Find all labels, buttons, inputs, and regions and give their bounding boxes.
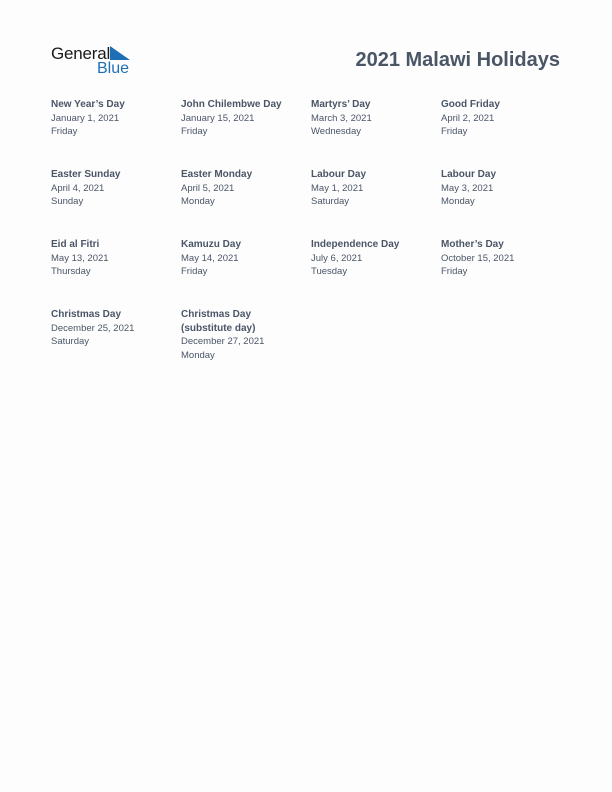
holiday-item bbox=[51, 168, 179, 209]
holiday-name: Easter Monday bbox=[181, 169, 253, 180]
holiday-name: Kamuzu Day bbox=[181, 239, 242, 250]
holiday-name: Martyrs’ Day bbox=[311, 99, 371, 110]
holiday-item bbox=[51, 238, 179, 279]
holiday-name: Christmas Day bbox=[51, 309, 122, 320]
holiday-weekday: Friday bbox=[181, 266, 208, 277]
holiday-name: Mother’s Day bbox=[441, 239, 504, 250]
holiday-item bbox=[181, 308, 281, 362]
holiday-date: December 27, 2021 bbox=[181, 336, 265, 347]
holiday-date: March 3, 2021 bbox=[311, 112, 372, 124]
page-title: 2021 Malawi Holidays bbox=[355, 49, 560, 71]
holiday-date: July 6, 2021 bbox=[311, 252, 363, 264]
holiday-date: December 25, 2021 bbox=[51, 322, 135, 334]
holiday-item bbox=[441, 238, 569, 279]
holiday-date: April 5, 2021 bbox=[181, 182, 235, 194]
holiday-item bbox=[441, 168, 569, 209]
holiday-name: Good Friday bbox=[441, 99, 500, 110]
holiday-weekday: Saturday bbox=[311, 196, 350, 207]
holiday-item bbox=[441, 98, 569, 139]
holiday-date: October 15, 2021 bbox=[441, 252, 515, 264]
holiday-item bbox=[311, 238, 439, 279]
holiday-item bbox=[51, 98, 179, 139]
holiday-date: May 14, 2021 bbox=[181, 252, 239, 264]
holiday-item bbox=[181, 98, 309, 139]
logo bbox=[51, 44, 141, 78]
holiday-name: Easter Sunday bbox=[51, 169, 121, 180]
holiday-date: May 13, 2021 bbox=[51, 252, 109, 264]
holiday-item bbox=[51, 308, 179, 349]
holiday-weekday: Friday bbox=[441, 126, 468, 137]
holiday-name: Independence Day bbox=[311, 239, 400, 250]
holiday-weekday: Monday bbox=[441, 196, 475, 207]
holiday-name: Labour Day bbox=[441, 169, 497, 180]
holiday-weekday: Friday bbox=[181, 126, 208, 137]
holiday-weekday: Wednesday bbox=[311, 126, 361, 137]
holiday-item bbox=[181, 168, 309, 209]
holiday-name: John Chilembwe Day bbox=[181, 99, 282, 110]
holiday-weekday: Tuesday bbox=[311, 266, 348, 277]
holiday-weekday: Sunday bbox=[51, 196, 84, 207]
holiday-item bbox=[311, 98, 439, 139]
holiday-weekday: Monday bbox=[181, 196, 215, 207]
holiday-weekday: Monday bbox=[181, 349, 215, 361]
holiday-name: Eid al Fitri bbox=[51, 239, 100, 250]
holiday-weekday: Saturday bbox=[51, 336, 90, 347]
holiday-date: January 1, 2021 bbox=[51, 112, 120, 124]
holiday-item bbox=[311, 168, 439, 209]
holiday-date: May 3, 2021 bbox=[441, 182, 494, 194]
holiday-name: Christmas Day (substitute day) bbox=[181, 309, 256, 334]
logo-triangle-icon bbox=[110, 46, 130, 60]
holiday-item bbox=[181, 238, 309, 279]
holiday-name: New Year’s Day bbox=[51, 99, 125, 110]
holiday-weekday: Friday bbox=[441, 266, 468, 277]
logo-general-text: General bbox=[51, 44, 111, 63]
logo-blue-text: Blue bbox=[97, 60, 130, 77]
holiday-weekday: Thursday bbox=[51, 266, 91, 277]
holiday-date: April 4, 2021 bbox=[51, 182, 105, 194]
holiday-date: May 1, 2021 bbox=[311, 182, 364, 194]
holiday-weekday: Friday bbox=[51, 126, 78, 137]
holiday-date: January 15, 2021 bbox=[181, 112, 255, 124]
holiday-date: April 2, 2021 bbox=[441, 112, 495, 124]
holiday-name: Labour Day bbox=[311, 169, 367, 180]
